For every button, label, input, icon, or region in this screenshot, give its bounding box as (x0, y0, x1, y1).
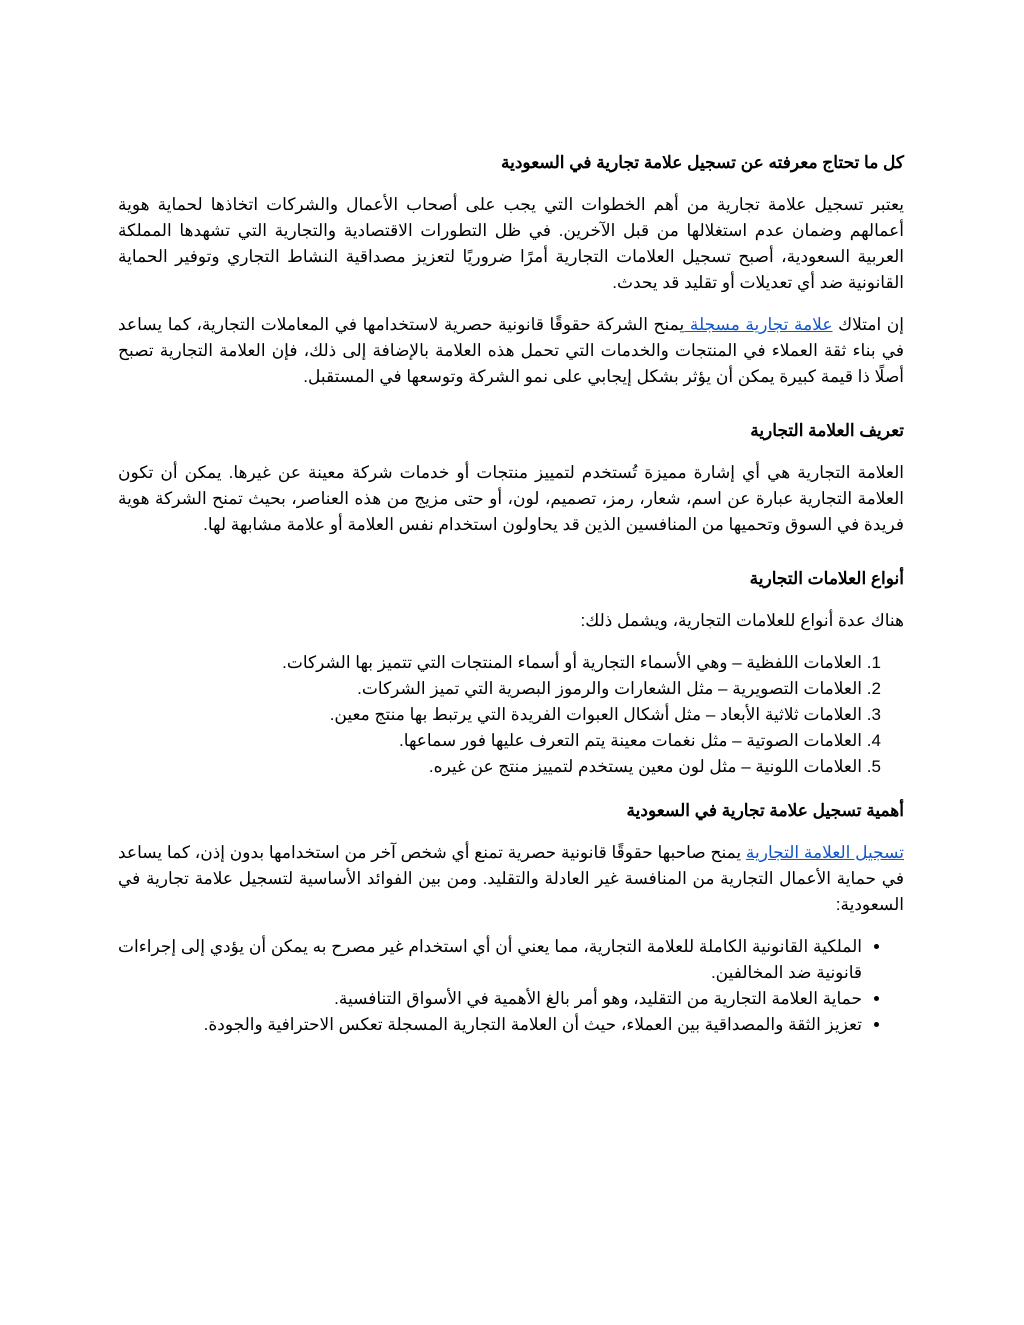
list-item: 1. العلامات اللفظية – وهي الأسماء التجارية أو أسماء المنتجات التي تتميز بها الشركات. (118, 650, 862, 676)
benefits-list (118, 934, 904, 1038)
importance-paragraph (118, 840, 904, 918)
types-intro: هناك عدة أنواع للعلامات التجارية، ويشمل ذلك: (580, 611, 904, 630)
list-item: 5. العلامات اللونية – مثل لون معين يستخدم لتمييز منتج عن غيره. (118, 754, 862, 780)
definition-heading: تعريف العلامة التجارية (750, 421, 904, 440)
types-list (118, 650, 904, 780)
paragraph-text-after-link: يمنح الشركة حقوقًا قانونية حصرية لاستخدامها في المعاملات التجارية، كما يساعد في بناء ثقة العملاء في المنتجات والخدمات التي تحمل هذه العلامة بالإضافة إلى ذلك، فإن العلامة التجارية تصبح أصلًا ذا قيمة كبيرة يمكن أن يؤثر بشكل إيجابي على نمو الشركة وتوسعها في المستقبل. (118, 315, 904, 386)
definition-paragraph: العلامة التجارية هي أي إشارة مميزة تُستخدم لتمييز منتجات أو خدمات شركة معينة عن غيرها. يمكن أن تكون العلامة التجارية عبارة عن اسم، شعار، رمز، تصميم، لون، أو حتى مزيج من هذه العناصر، بحيث تمنح الشركة هوية فريدة في السوق وتحميها من المنافسين الذين قد يحاولون استخدام نفس العلامة أو علامة مشابهة لها. (118, 463, 904, 534)
section-spacer (118, 406, 904, 418)
list-item: 3. العلامات ثلاثية الأبعاد – مثل أشكال العبوات الفريدة التي يرتبط بها منتج معين. (118, 702, 862, 728)
list-item: • حماية العلامة التجارية من التقليد، وهو أمر بالغ الأهمية في الأسواق التنافسية. (118, 986, 862, 1012)
document-title: كل ما تحتاج معرفته عن تسجيل علامة تجارية في السعودية (501, 153, 904, 172)
trademark-registration-link[interactable]: تسجيل العلامة التجارية (745, 843, 905, 862)
registered-trademark-link[interactable]: علامة تجارية مسجلة (684, 315, 833, 334)
list-item: • الملكية القانونية الكاملة للعلامة التجارية، مما يعني أن أي استخدام غير مصرح به يمكن أن يؤدي إلى إجراءات قانونية ضد المخالفين. (118, 934, 862, 986)
importance-heading: أهمية تسجيل علامة تجارية في السعودية (626, 801, 904, 820)
types-heading: أنواع العلامات التجارية (749, 569, 904, 588)
document-page (118, 150, 904, 1056)
list-item: • تعزيز الثقة والمصداقية بين العملاء، حيث أن العلامة التجارية المسجلة تعكس الاحترافية والجودة. (118, 1012, 862, 1038)
paragraph-text-after-link: يمنح صاحبها حقوقًا قانونية حصرية تمنع أي شخص آخر من استخدامها بدون إذن، كما يساعد في حماية الأعمال التجارية من المنافسة غير العادلة والتقليد. ومن بين الفوائد الأساسية لتسجيل علامة تجارية في السعودية: (118, 843, 904, 914)
list-item: 4. العلامات الصوتية – مثل نغمات معينة يتم التعرف عليها فور سماعها. (118, 728, 862, 754)
list-item: 2. العلامات التصويرية – مثل الشعارات والرموز البصرية التي تميز الشركات. (118, 676, 862, 702)
intro-paragraph: يعتبر تسجيل علامة تجارية من أهم الخطوات التي يجب على أصحاب الأعمال والشركات اتخاذها لحماية هوية أعمالهم وضمان عدم استغلالها من قبل الآخرين. في ظل التطورات الاقتصادية والتجارية التي تشهدها المملكة العربية السعودية، أصبح تسجيل العلامات التجارية أمرًا ضروريًا لتعزيز مصداقية النشاط التجاري وتوفير الحماية القانونية ضد أي تعديلات أو تقليد قد يحدث. (118, 195, 904, 292)
registered-mark-paragraph (118, 312, 904, 390)
section-spacer (118, 554, 904, 566)
paragraph-text-before-link: إن امتلاك (832, 315, 904, 334)
